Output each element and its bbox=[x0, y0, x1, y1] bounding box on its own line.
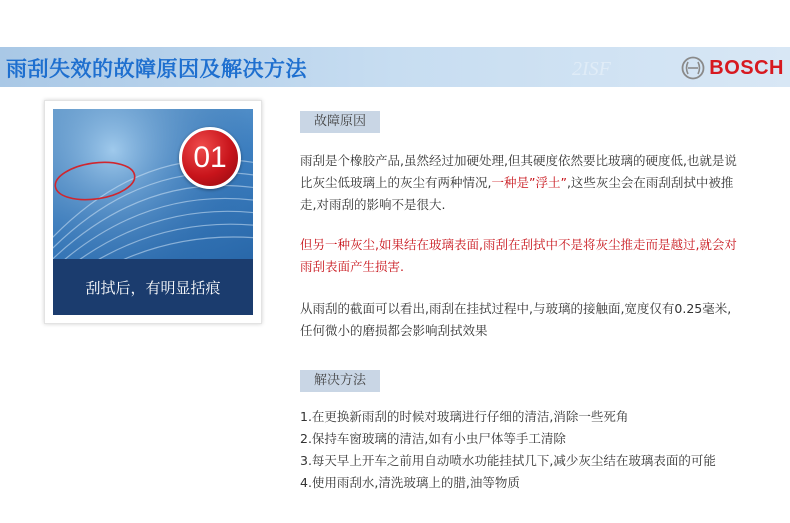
cause-paragraph-1 bbox=[300, 150, 740, 216]
svg-text:2ISF: 2ISF bbox=[572, 58, 611, 80]
header-band bbox=[0, 47, 790, 87]
page-title: 雨刮失效的故障原因及解决方法 bbox=[6, 57, 307, 81]
caption-bar bbox=[53, 259, 253, 315]
section-tag-solution: 解决方法 bbox=[300, 370, 380, 392]
brand-name: BOSCH bbox=[709, 56, 784, 79]
brand-logo bbox=[681, 55, 784, 81]
cause-paragraph-3: 从雨刮的截面可以看出,雨刮在挂拭过程中,与玻璃的接触面,宽度仅有0.25毫米,任何微小的磨损都会影响刮拭效果 bbox=[300, 301, 732, 338]
cause-text-a: 雨刮是个橡胶产品,虽然经过加硬处理,但其硬度依然要比玻璃的硬度低,也就是说比灰尘低玻璃上的灰尘有两种情况, bbox=[300, 153, 737, 190]
cause-text-b: ,这些灰尘会在雨刮刮拭中被推走,对雨刮的影响不是很大. bbox=[300, 175, 734, 212]
step-number-badge: 01 bbox=[179, 127, 241, 189]
solution-item: 4.使用雨刮水,清洗玻璃上的腊,油等物质 bbox=[300, 475, 520, 490]
cause-highlight: 一种是”浮土” bbox=[491, 175, 567, 190]
solution-item: 2.保持车窗玻璃的清洁,如有小虫尸体等手工清除 bbox=[300, 431, 566, 446]
windshield-photo bbox=[53, 109, 253, 315]
illustration-card bbox=[44, 100, 262, 324]
section-tag-cause: 故障原因 bbox=[300, 111, 380, 133]
watermark-decoration bbox=[570, 51, 650, 83]
solution-item: 3.每天早上开车之前用自动喷水功能挂拭几下,减少灰尘结在玻璃表面的可能 bbox=[300, 453, 716, 468]
photo-caption: 刮拭后，有明显括痕 bbox=[85, 278, 221, 297]
solution-item: 1.在更换新雨刮的时候对玻璃进行仔细的清洁,消除一些死角 bbox=[300, 409, 629, 424]
bosch-armature-icon bbox=[681, 56, 705, 80]
solution-list bbox=[300, 406, 740, 494]
cause-paragraph-2: 但另一种灰尘,如果结在玻璃表面,雨刮在刮拭中不是将灰尘推走而是越过,就会对雨刮表面产生损害. bbox=[300, 237, 737, 274]
